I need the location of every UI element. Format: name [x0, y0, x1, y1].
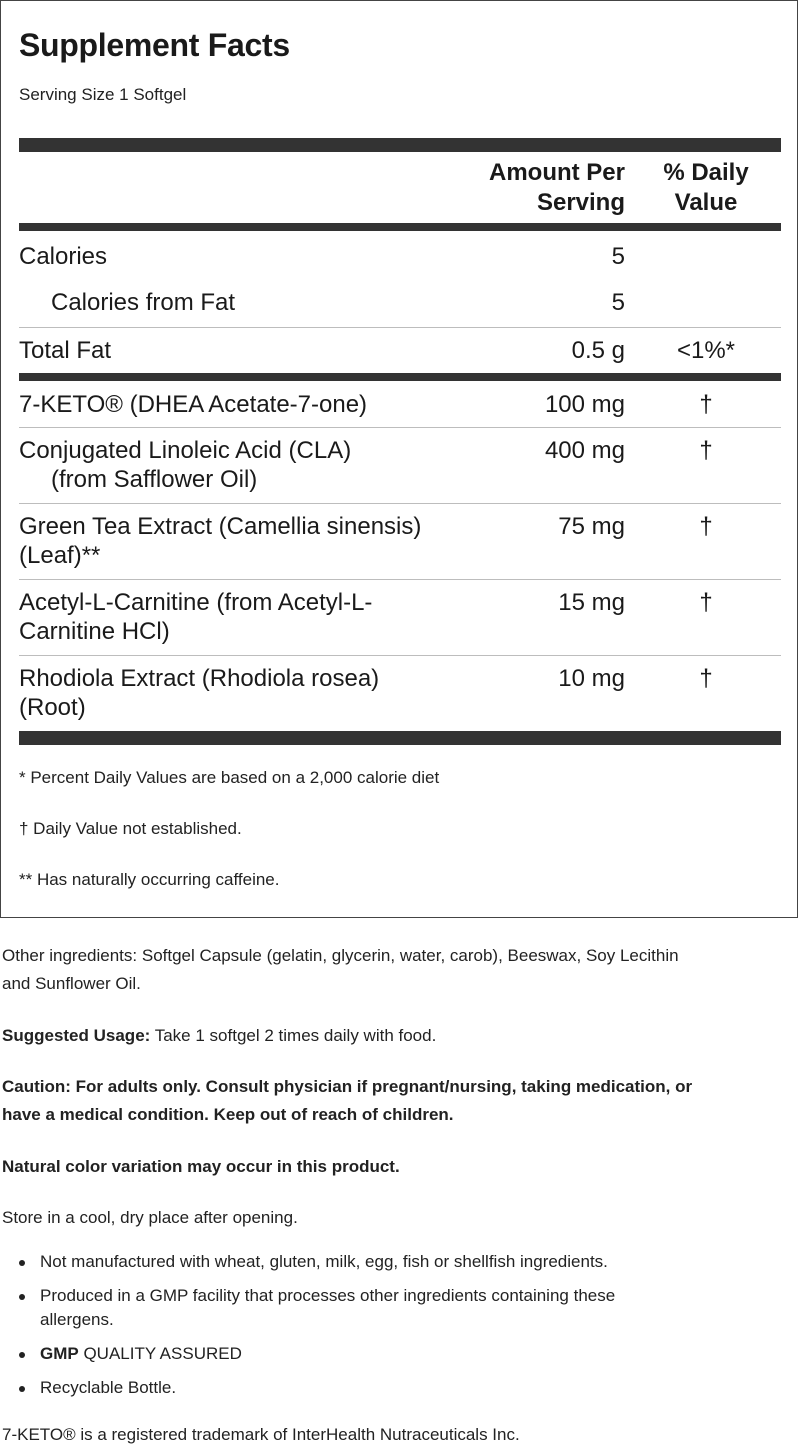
row-alc-name: Acetyl-L-Carnitine (from Acetyl-L-: [19, 589, 373, 616]
list-item: Recyclable Bottle.: [2, 1376, 792, 1400]
facts-title: Supplement Facts: [19, 27, 290, 63]
row-calories-amount: 5: [611, 243, 625, 270]
row-total-fat-dv: <1%*: [676, 337, 736, 364]
footnote-caffeine: ** Has naturally occurring caffeine.: [19, 870, 280, 889]
row-alc-amount: 15 mg: [558, 589, 625, 616]
thick-divider: [19, 731, 781, 745]
daily-value-header: % Daily Value: [663, 159, 749, 216]
row-cla-name: Conjugated Linoleic Acid (CLA): [19, 437, 352, 464]
row-rhodiola-amount: 10 mg: [558, 665, 625, 692]
usage-label: Suggested Usage:: [2, 1026, 151, 1045]
row-green-tea-name: Green Tea Extract (Camellia sinensis): [19, 513, 422, 540]
row-divider: [19, 327, 781, 328]
row-divider: [19, 655, 781, 656]
row-rhodiola-dv: †: [699, 665, 713, 692]
row-7keto-amount: 100 mg: [544, 391, 625, 418]
suggested-usage: [2, 1022, 792, 1050]
bullet-icon: [19, 1260, 25, 1266]
row-divider: [19, 579, 781, 580]
list-item: GMP QUALITY ASSURED: [2, 1342, 792, 1366]
row-green-tea-sub: (Leaf)**: [19, 542, 101, 569]
row-rhodiola-name: Rhodiola Extract (Rhodiola rosea): [19, 665, 380, 692]
row-cla-dv: †: [699, 437, 713, 464]
serving-size: Serving Size 1 Softgel: [19, 85, 187, 104]
storage-note: Store in a cool, dry place after opening.: [2, 1208, 298, 1227]
caution-text: Caution: For adults only. Consult physician if pregnant/nursing, taking medication, or have a medical condition. Keep out of reach of children.: [2, 1077, 693, 1124]
row-total-fat-amount: 0.5 g: [571, 337, 625, 364]
row-divider: [19, 503, 781, 504]
row-alc-sub: Carnitine HCl): [19, 618, 170, 645]
row-total-fat-name: Total Fat: [19, 337, 112, 364]
row-7keto-dv: †: [699, 391, 713, 418]
bullet-icon: [19, 1294, 25, 1300]
trademark-note: 7-KETO® is a registered trademark of InterHealth Nutraceuticals Inc.: [2, 1425, 520, 1444]
usage-text: Take 1 softgel 2 times daily with food.: [150, 1026, 437, 1045]
other-ingredients: Other ingredients: Softgel Capsule (gelatin, glycerin, water, carob), Beeswax, Soy Lecithin and Sunflower Oil.: [2, 946, 679, 993]
footnote-dagger: † Daily Value not established.: [19, 819, 242, 838]
row-calories-name: Calories: [19, 243, 108, 270]
features-list: [2, 1250, 792, 1410]
row-calories-fat-name: Calories from Fat: [51, 289, 236, 316]
footnote-daily-values: * Percent Daily Values are based on a 2,000 calorie diet: [19, 768, 440, 787]
bullet-icon: [19, 1352, 25, 1358]
row-calories-fat-amount: 5: [611, 289, 625, 316]
thick-divider: [19, 138, 781, 152]
bullet-icon: [19, 1386, 25, 1392]
medium-divider: [19, 223, 781, 231]
amount-per-serving-header: Amount Per Serving: [488, 159, 625, 216]
row-green-tea-dv: †: [699, 513, 713, 540]
list-item: Produced in a GMP facility that processes other ingredients containing these allergens.: [2, 1284, 792, 1332]
row-cla-amount: 400 mg: [544, 437, 625, 464]
row-cla-sub: (from Safflower Oil): [51, 466, 258, 493]
color-variation-note: Natural color variation may occur in this product.: [2, 1157, 400, 1176]
row-alc-dv: †: [699, 589, 713, 616]
medium-divider: [19, 373, 781, 381]
row-divider: [19, 427, 781, 428]
row-green-tea-amount: 75 mg: [558, 513, 625, 540]
list-item: Not manufactured with wheat, gluten, milk, egg, fish or shellfish ingredients.: [2, 1250, 792, 1274]
row-rhodiola-sub: (Root): [19, 694, 86, 721]
row-7keto-name: 7-KETO® (DHEA Acetate-7-one): [19, 391, 368, 418]
